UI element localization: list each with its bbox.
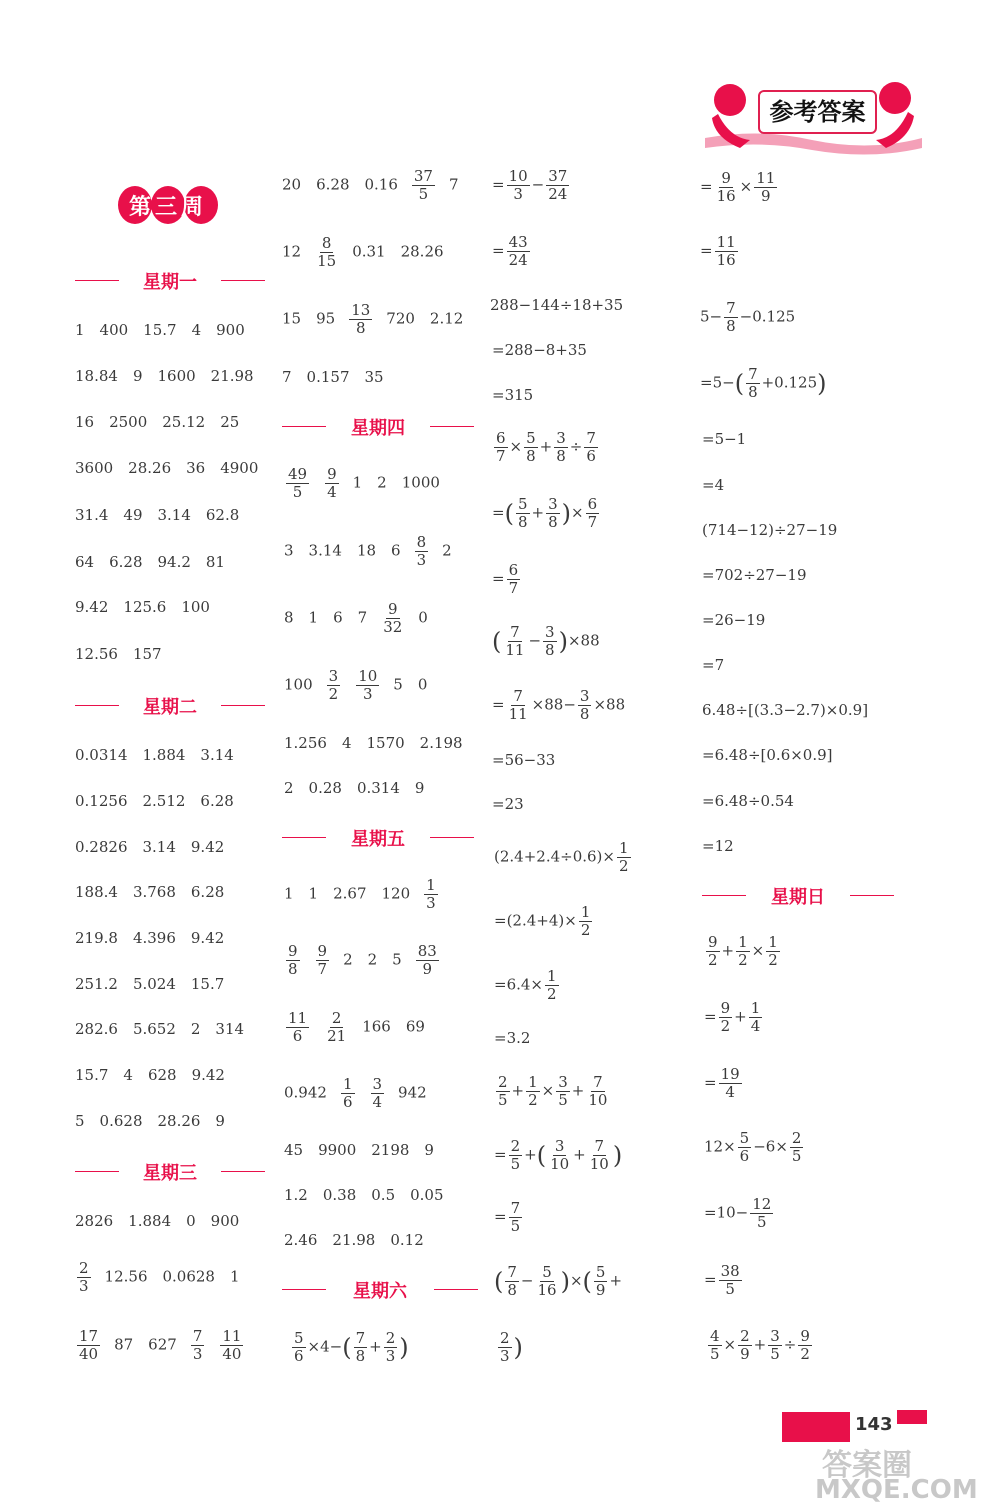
answer-line: = $\frac{19}{4}$ — [704, 1065, 740, 1101]
day-heading-wednesday: 星期三 — [75, 1159, 265, 1183]
day-heading-tuesday: 星期二 — [75, 693, 265, 717]
answer-line: =7 — [702, 656, 725, 674]
answer-line: 1.256 4 1570 2.198 — [284, 734, 463, 752]
answer-line: 288−144÷18+35 — [490, 296, 624, 314]
answer-line: $\frac{6}{7}$ × $\frac{5}{8}$ + $\frac{3}{8}$ ÷ $\frac{7}{6}$ — [496, 429, 596, 465]
answer-line: 2 0.28 0.314 9 — [284, 779, 425, 797]
answer-line: =6.4× $\frac{1}{2}$ — [494, 967, 557, 1003]
answer-line: 8 1 6 7 $\frac{9}{32}$ 0 — [284, 600, 428, 636]
answer-line: 100 $\frac{3}{2}$ $\frac{10}{3}$ 5 0 — [284, 667, 428, 703]
answer-line: = $\frac{11}{16}$ — [700, 233, 736, 269]
answer-line: =5−1 — [702, 430, 747, 448]
answer-line: = $\frac{43}{24}$ — [492, 233, 528, 269]
answer-line: =3.2 — [494, 1029, 531, 1047]
answer-line: 188.4 3.768 6.28 — [75, 883, 225, 901]
answer-line: 16 2500 25.12 25 — [75, 413, 240, 431]
answer-line: 3 3.14 18 6 $\frac{8}{3}$ 2 — [284, 533, 452, 569]
answer-line: =( $\frac{5}{8}$ + $\frac{3}{8}$ )× $\frac{6}{7}$ — [492, 495, 598, 531]
answer-line: = $\frac{7}{11}$ ×88− $\frac{3}{8}$ ×88 — [492, 687, 626, 723]
day-heading-thursday: 星期四 — [282, 414, 474, 438]
answer-line: 15 95 $\frac{13}{8}$ 720 2.12 — [282, 301, 464, 337]
answer-line: = $\frac{2}{5}$ +( $\frac{3}{10}$ + $\frac{7}{10}$ ) — [494, 1137, 623, 1173]
answer-line: 3600 28.26 36 4900 — [75, 459, 259, 477]
day-heading-saturday: 星期六 — [282, 1277, 478, 1301]
watermark-logo: 答案圈 — [822, 1448, 912, 1483]
answer-line: = $\frac{9}{16}$ × $\frac{11}{9}$ — [700, 169, 776, 205]
answer-line: = $\frac{9}{2}$ + $\frac{1}{4}$ — [704, 999, 761, 1035]
answer-line: 0.1256 2.512 6.28 — [75, 792, 234, 810]
answer-line: =56−33 — [492, 751, 556, 769]
answer-line: 64 6.28 94.2 81 — [75, 553, 225, 571]
answer-line: =6.48÷[0.6×0.9] — [702, 746, 833, 764]
answer-line: =10− $\frac{12}{5}$ — [704, 1195, 772, 1231]
answer-line: 18.84 9 1600 21.98 — [75, 367, 254, 385]
answer-line: $\frac{2}{3}$ ) — [500, 1329, 523, 1365]
answer-line: ( $\frac{7}{11}$ − $\frac{3}{8}$ )×88 — [492, 623, 600, 659]
answer-line: (2.4+2.4÷0.6)× $\frac{1}{2}$ — [494, 839, 629, 875]
day-heading-sunday: 星期日 — [702, 883, 894, 907]
answer-line: = $\frac{38}{5}$ — [704, 1262, 740, 1298]
answer-line: 1 1 2.67 120 $\frac{1}{3}$ — [284, 876, 436, 912]
answer-line: 5− $\frac{7}{8}$ −0.125 — [700, 299, 796, 335]
page-number-bar — [782, 1412, 850, 1442]
day-heading-friday: 星期五 — [282, 825, 474, 849]
answer-line: 12.56 157 — [75, 645, 162, 663]
answer-line: = $\frac{10}{3}$ − $\frac{37}{24}$ — [492, 167, 568, 203]
answer-line: $\frac{2}{3}$ 12.56 0.0628 1 — [79, 1259, 240, 1295]
answer-line: 31.4 49 3.14 62.8 — [75, 506, 240, 524]
answer-line: =288−8+35 — [492, 341, 587, 359]
answer-line: =23 — [492, 795, 524, 813]
answer-line: 1.2 0.38 0.5 0.05 — [284, 1186, 444, 1204]
answer-line: 9.42 125.6 100 — [75, 598, 210, 616]
week-label: 第三周 — [128, 195, 207, 220]
answer-line: 0.0314 1.884 3.14 — [75, 746, 234, 764]
answer-line: 7 0.157 35 — [282, 368, 384, 386]
answer-line: 251.2 5.024 15.7 — [75, 975, 225, 993]
answer-line: $\frac{11}{6}$ $\frac{2}{21}$ 166 69 — [288, 1009, 425, 1045]
answer-line: 5 0.628 28.26 9 — [75, 1112, 225, 1130]
answer-line: $\frac{2}{5}$ + $\frac{1}{2}$ × $\frac{3}{5}$ + $\frac{7}{10}$ — [498, 1073, 608, 1109]
answer-line: = $\frac{7}{5}$ — [494, 1199, 521, 1235]
answer-line: =(2.4+4)× $\frac{1}{2}$ — [494, 903, 591, 939]
answer-line: $\frac{9}{2}$ + $\frac{1}{2}$ × $\frac{1}{2}$ — [708, 933, 778, 969]
answer-line: 12× $\frac{5}{6}$ −6× $\frac{2}{5}$ — [704, 1129, 802, 1165]
answer-line: $\frac{5}{6}$ ×4−( $\frac{7}{8}$ + $\frac{2}{3}$ ) — [294, 1329, 409, 1365]
answer-line: 2.46 21.98 0.12 — [284, 1231, 424, 1249]
answer-line: ( $\frac{7}{8}$ − $\frac{5}{16}$ )×( $\frac{5}{9}$ + — [494, 1263, 623, 1299]
answer-line: 0.2826 3.14 9.42 — [75, 838, 225, 856]
answer-line: $\frac{9}{8}$ $\frac{9}{7}$ 2 2 5 $\frac{83}{9}$ — [288, 942, 437, 978]
page-number-tab — [897, 1410, 927, 1424]
answer-line: 282.6 5.652 2 314 — [75, 1020, 245, 1038]
answer-line: 1 400 15.7 4 900 — [75, 321, 245, 339]
answer-line: 20 6.28 0.16 $\frac{37}{5}$ 7 — [282, 167, 459, 203]
answer-line: =6.48÷0.54 — [702, 792, 794, 810]
answer-line: $\frac{49}{5}$ $\frac{9}{4}$ 1 2 1000 — [288, 465, 440, 501]
answer-line: =5−( $\frac{7}{8}$ +0.125) — [700, 365, 827, 401]
answer-line: 15.7 4 628 9.42 — [75, 1066, 225, 1084]
answer-title: 参考答案 — [758, 90, 877, 134]
answer-line: (714−12)÷27−19 — [702, 521, 838, 539]
answer-line: 219.8 4.396 9.42 — [75, 929, 225, 947]
answer-line: = $\frac{6}{7}$ — [492, 561, 519, 597]
answer-line: 0.942 $\frac{1}{6}$ $\frac{3}{4}$ 942 — [284, 1075, 427, 1111]
answer-line: =315 — [492, 386, 534, 404]
page-number: 143 — [855, 1414, 893, 1435]
answer-line: 6.48÷[(3.3−2.7)×0.9] — [702, 701, 869, 719]
answer-line: =4 — [702, 476, 725, 494]
answer-line: =702÷27−19 — [702, 566, 807, 584]
answer-line: 2826 1.884 0 900 — [75, 1212, 240, 1230]
answer-line: =12 — [702, 837, 734, 855]
answer-line: 12 $\frac{8}{15}$ 0.31 28.26 — [282, 234, 444, 270]
day-heading-monday: 星期一 — [75, 268, 265, 292]
answer-line: 45 9900 2198 9 — [284, 1141, 434, 1159]
answer-line: $\frac{4}{5}$ × $\frac{2}{9}$ + $\frac{3}{5}$ ÷ $\frac{9}{2}$ — [710, 1327, 810, 1363]
answer-line: =26−19 — [702, 611, 766, 629]
answer-line: $\frac{17}{40}$ 87 627 $\frac{7}{3}$ $\frac{11}{40}$ — [79, 1327, 242, 1363]
watermark-url: MXQE.COM — [815, 1475, 978, 1505]
